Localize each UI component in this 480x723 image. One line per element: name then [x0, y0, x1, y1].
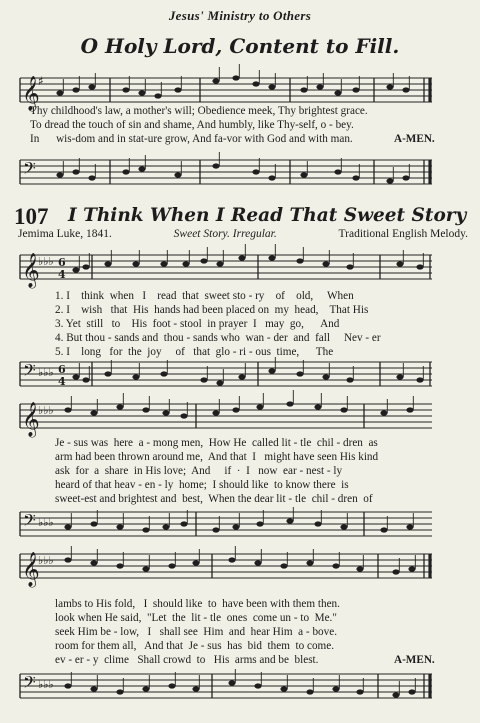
- hymn-amen: A-MEN.: [394, 654, 435, 666]
- verse4-system2: heard of that heav - en - ly home; I should like to know there is: [55, 479, 349, 491]
- previous-hymn-bass-staff: [0, 150, 480, 200]
- system2-treble-staff: [0, 394, 480, 437]
- hymn-credits: [18, 228, 468, 240]
- svg-text:♭♭♭: ♭♭♭: [38, 404, 54, 417]
- verse1-system3: lambs to His fold, I should like to have been with them then.: [55, 598, 340, 610]
- svg-text:𝄞: 𝄞: [22, 402, 40, 437]
- hymn-author: Jemima Luke, 1841.: [18, 228, 112, 240]
- system3-bass-staff: [0, 664, 480, 704]
- hymn-number: 107: [14, 204, 49, 229]
- verse5-system1: 5. I long for the joy of that glo - ri - ous time, The: [55, 346, 334, 358]
- hymn-source: Traditional English Melody.: [338, 228, 468, 240]
- previous-hymn-lyric-line: To dread the touch of sin and shame, And humbly, like Thy-self, o - bey.: [30, 119, 354, 131]
- svg-text:𝄞: 𝄞: [22, 552, 40, 587]
- previous-hymn-lyric-line: Thy childhood's law, a mother's will; Obedience meek, Thy brightest grace.: [30, 105, 368, 117]
- svg-text:6: 6: [58, 363, 66, 376]
- verse2-system1: 2. I wish that His hands had been placed on my head, That His: [55, 304, 369, 316]
- verse4-system3: room for them all, And that Je - sus has bid them to come.: [55, 640, 335, 652]
- hymn-tune: Sweet Story. Irregular.: [173, 228, 277, 240]
- svg-text:𝄢: 𝄢: [23, 510, 36, 534]
- verse3-system3: seek Him be - low, I shall see Him and hear Him a - bove.: [55, 626, 337, 638]
- system2-bass-staff: [0, 504, 480, 544]
- svg-text:♭♭♭: ♭♭♭: [38, 554, 54, 567]
- system1-bass-staff: [0, 354, 480, 394]
- verse4-system1: 4. But thou - sands and thou - sands who wan - der and fall Nev - er: [55, 332, 381, 344]
- svg-text:6: 6: [58, 256, 66, 269]
- svg-text:♭♭♭: ♭♭♭: [38, 516, 54, 529]
- svg-text:♭♭♭: ♭♭♭: [38, 678, 54, 691]
- verse1-system1: 1. I think when I read that sweet sto - ry of old, When: [55, 290, 354, 302]
- svg-text:𝄞: 𝄞: [22, 253, 40, 288]
- svg-text:♭♭♭: ♭♭♭: [38, 255, 54, 268]
- svg-text:4: 4: [58, 268, 66, 281]
- verse2-system2: arm had been thrown around me, And that I might have seen His kind: [55, 451, 379, 463]
- verse5-system2: sweet-est and brightest and best, When the dear lit - tle chil - dren of: [55, 493, 373, 505]
- svg-text:𝄢: 𝄢: [23, 672, 36, 696]
- previous-hymn-title: O Holy Lord, Content to Fill.: [80, 34, 400, 58]
- svg-text:4: 4: [58, 375, 66, 388]
- svg-text:♯: ♯: [38, 74, 44, 88]
- verse5-system3: ev - er - y clime Shall crowd to His arms and be blest.: [55, 654, 319, 666]
- svg-text:♭♭♭: ♭♭♭: [38, 366, 54, 379]
- running-head: Jesus' Ministry to Others: [168, 8, 312, 23]
- hymn-title: I Think When I Read That Sweet Story: [68, 205, 467, 226]
- svg-text:𝄢: 𝄢: [23, 360, 36, 384]
- verse1-system2: Je - sus was here a - mong men, How He called lit - tle chil - dren as: [55, 437, 378, 449]
- svg-text:𝄞: 𝄞: [22, 76, 40, 111]
- verse3-system2: ask for a share in His love; And if · I now ear - nest - ly: [55, 465, 343, 477]
- previous-hymn-lyric-line: In wis-dom and in stat-ure grow, And fa-vor with God and with man.: [30, 133, 353, 145]
- verse2-system3: look when He said, "Let the lit - tle ones come un - to Me.": [55, 612, 337, 624]
- svg-text:𝄢: 𝄢: [23, 158, 36, 182]
- verse3-system1: 3. Yet still to His foot - stool in prayer I may go, And: [55, 318, 340, 330]
- system1-treble-staff: [0, 247, 480, 287]
- previous-hymn-amen: A-MEN.: [394, 133, 435, 145]
- system3-treble-staff: [0, 546, 480, 586]
